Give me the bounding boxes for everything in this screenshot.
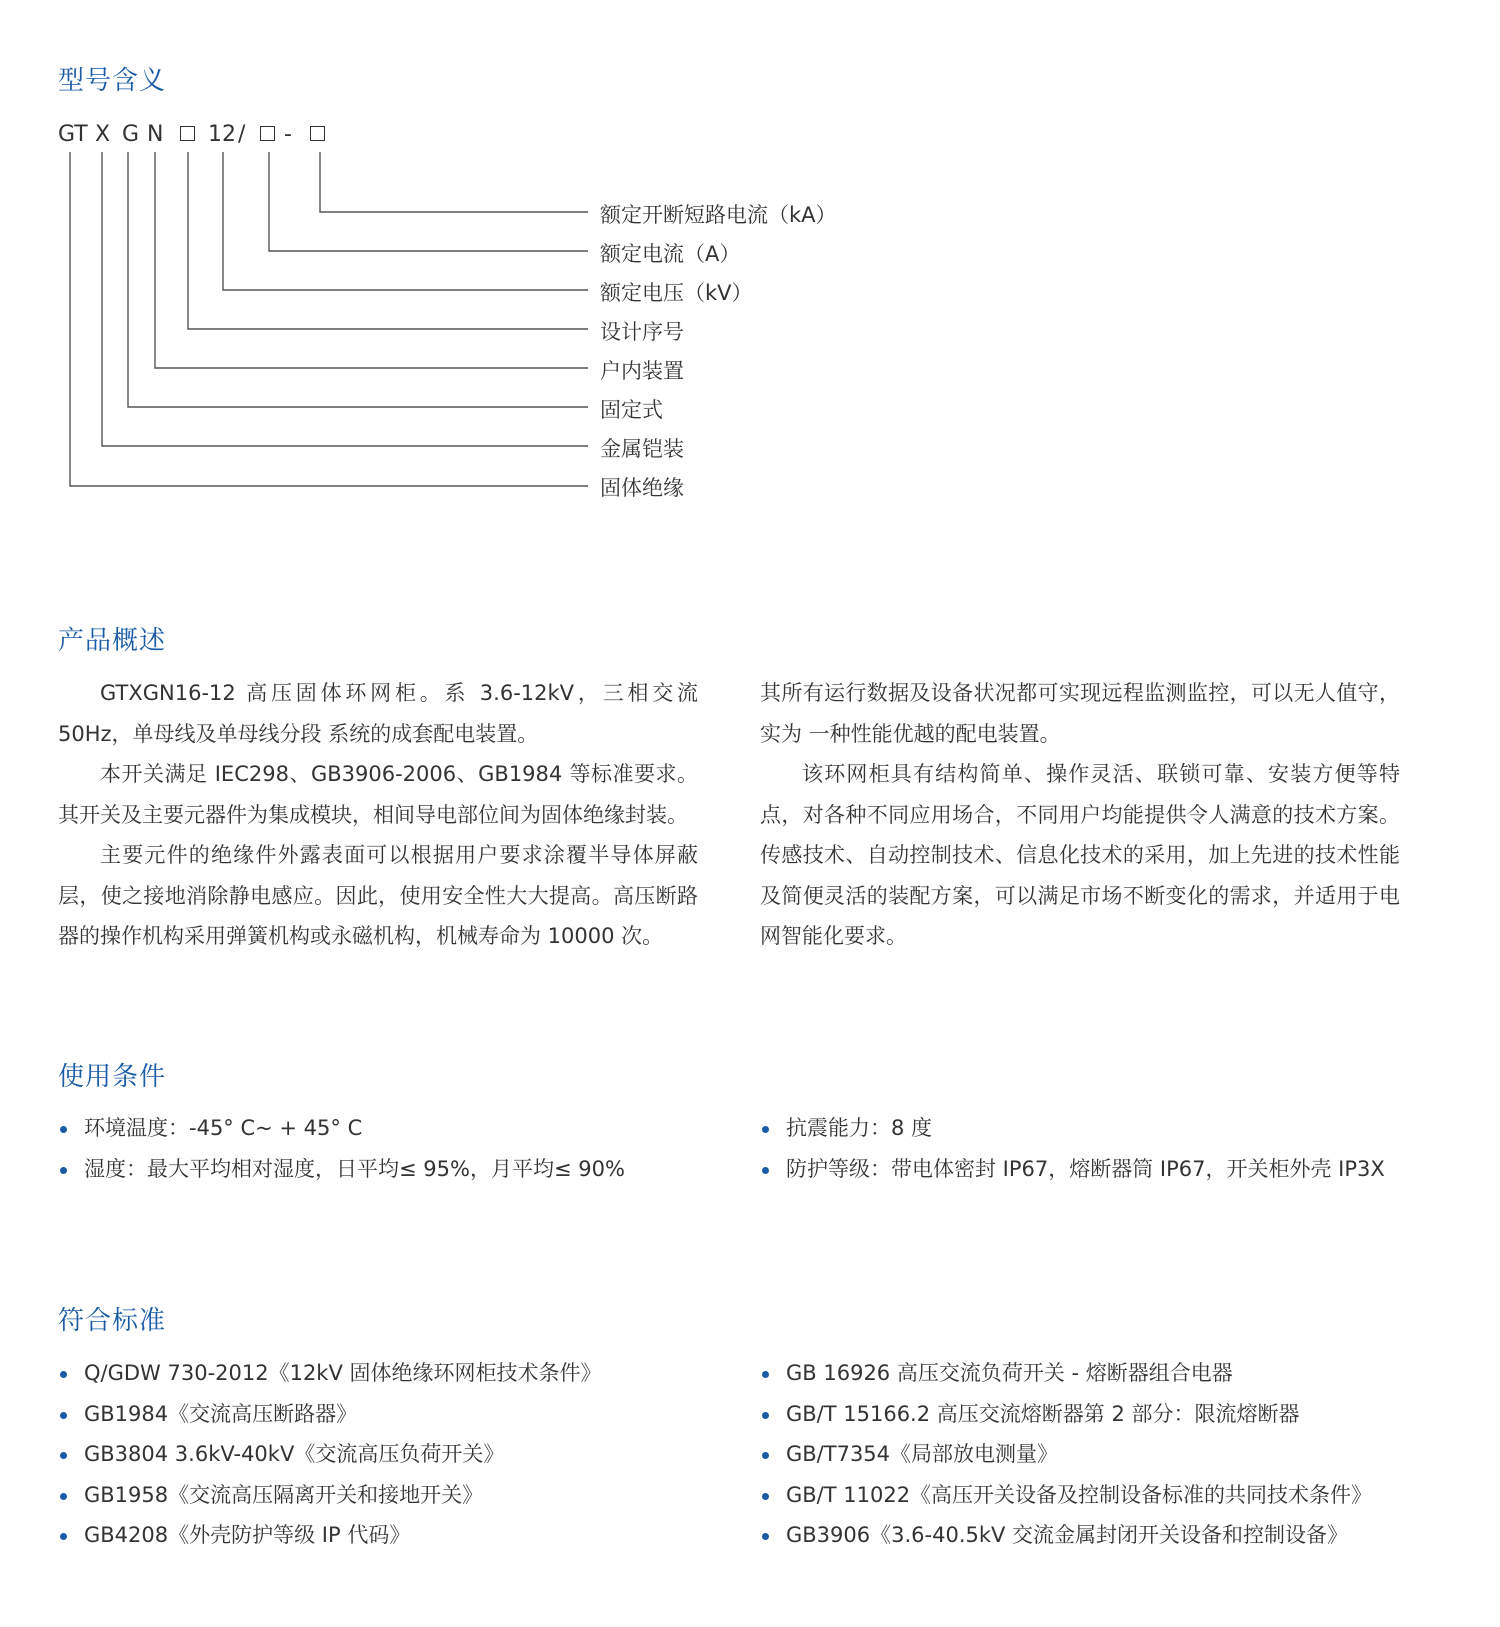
overview-paragraph: 主要元件的绝缘件外露表面可以根据用户要求涂覆半导体屏蔽层，使之接地消除静电感应。因此，使用安全性大大提高。高压断路器的操作机构采用弹簧机构或永磁机构，机械寿命为 10000 次。 xyxy=(58,843,698,948)
connector-line-5 xyxy=(155,152,588,368)
conditions-section-title: 使用条件 xyxy=(58,1062,167,1092)
list-item: 湿度：最大平均相对湿度，日平均≤ 95%，月平均≤ 90% xyxy=(58,1149,625,1190)
list-item: 防护等级：带电体密封 IP67，熔断器筒 IP67，开关柜外壳 IP3X xyxy=(760,1149,1385,1190)
standards-left-list xyxy=(58,1353,602,1556)
code-part-dash: - xyxy=(284,122,292,147)
list-item: GB/T 15166.2 高压交流熔断器第 2 部分：限流熔断器 xyxy=(760,1394,1372,1435)
model-code-diagram xyxy=(0,0,1500,520)
model-label-indoor: 户内装置 xyxy=(600,359,684,383)
connector-line-8 xyxy=(70,152,588,486)
list-item: GB/T 11022《高压开关设备及控制设备标准的共同技术条件》 xyxy=(760,1475,1372,1516)
connector-line-2 xyxy=(269,152,588,251)
list-item: GB3906《3.6-40.5kV 交流金属封闭开关设备和控制设备》 xyxy=(760,1515,1372,1556)
overview-paragraph: 其所有运行数据及设备状况都可实现远程监测监控，可以无人值守，实为 一种性能优越的配电装置。 xyxy=(760,681,1400,746)
conditions-right-list xyxy=(760,1108,1385,1189)
code-part-g: G xyxy=(122,122,140,147)
connector-line-4 xyxy=(188,152,588,329)
overview-right-column xyxy=(760,673,1400,957)
list-item: GB4208《外壳防护等级 IP 代码》 xyxy=(58,1515,602,1556)
overview-left-column xyxy=(58,673,698,957)
overview-paragraph: GTXGN16-12 高压固体环网柜。系 3.6-12kV，三相交流 50Hz，单母线及单母线分段 系统的成套配电装置。 xyxy=(58,681,698,746)
model-label-metal-clad: 金属铠装 xyxy=(600,437,684,461)
model-label-design-no: 设计序号 xyxy=(600,320,684,344)
model-label-solid-insulation: 固体绝缘 xyxy=(600,476,684,500)
list-item: GB1984《交流高压断路器》 xyxy=(58,1394,602,1435)
connector-line-7 xyxy=(102,152,588,446)
overview-paragraph: 该环网柜具有结构简单、操作灵活、联锁可靠、安装方便等特点，对各种不同应用场合，不同用户均能提供令人满意的技术方案。传感技术、自动控制技术、信息化技术的采用，加上先进的技术性能及简便灵活的装配方案，可以满足市场不断变化的需求，并适用于电网智能化要求。 xyxy=(760,762,1400,948)
model-label-breaking-current: 额定开断短路电流（kA） xyxy=(600,203,837,227)
conditions-left-list xyxy=(58,1108,625,1189)
overview-paragraph: 本开关满足 IEC298、GB3906-2006、GB1984 等标准要求。其开关及主要元器件为集成模块，相间导电部位间为固体绝缘封装。 xyxy=(58,762,698,827)
list-item: 环境温度：-45° C~ + 45° C xyxy=(58,1108,625,1149)
standards-right-list xyxy=(760,1353,1372,1556)
list-item: GB 16926 高压交流负荷开关 - 熔断器组合电器 xyxy=(760,1353,1372,1394)
model-label-rated-current: 额定电流（A） xyxy=(600,242,741,266)
model-section-title: 型号含义 xyxy=(58,66,167,96)
model-label-rated-voltage: 额定电压（kV） xyxy=(600,281,753,305)
code-part-12: 12 xyxy=(208,122,236,147)
list-item: GB/T7354《局部放电测量》 xyxy=(760,1434,1372,1475)
overview-section-title: 产品概述 xyxy=(58,626,167,656)
code-part-n: N xyxy=(147,122,164,147)
list-item: Q/GDW 730-2012《12kV 固体绝缘环网柜技术条件》 xyxy=(58,1353,602,1394)
code-part-x: X xyxy=(95,122,111,147)
standards-section-title: 符合标准 xyxy=(58,1306,167,1336)
model-label-fixed: 固定式 xyxy=(600,398,663,422)
code-part-gt: GT xyxy=(58,122,88,147)
list-item: GB1958《交流高压隔离开关和接地开关》 xyxy=(58,1475,602,1516)
connector-line-1 xyxy=(320,152,588,212)
list-item: GB3804 3.6kV-40kV《交流高压负荷开关》 xyxy=(58,1434,602,1475)
list-item: 抗震能力：8 度 xyxy=(760,1108,1385,1149)
connector-line-3 xyxy=(223,152,588,290)
code-part-slash: / xyxy=(238,122,246,147)
connector-line-6 xyxy=(128,152,588,407)
